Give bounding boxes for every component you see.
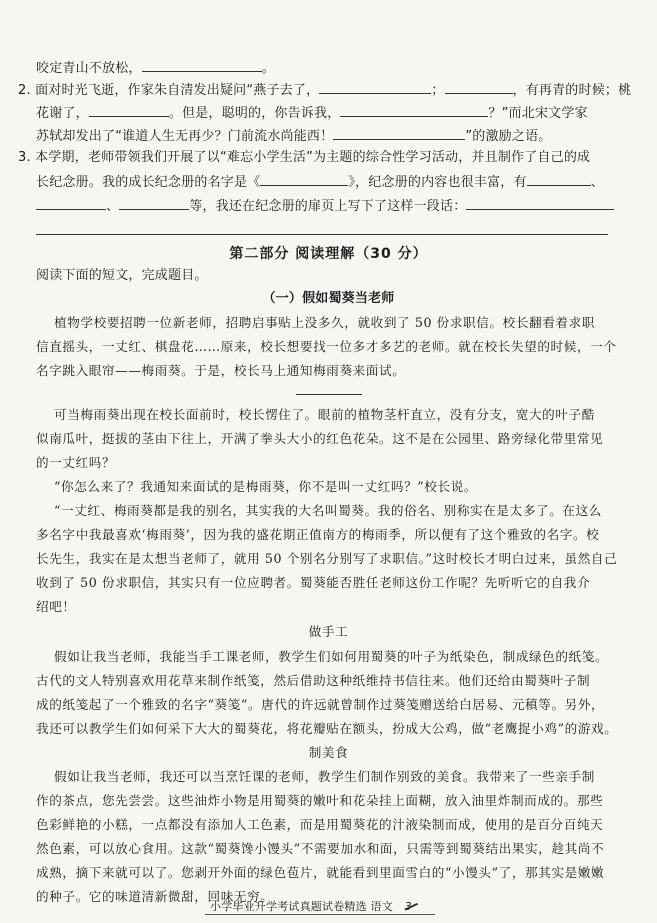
question-number: 3. <box>18 150 31 165</box>
q3-line-2: 长纪念册。我的成长纪念册的名字是《 》，纪念册的内容也很丰富，有 、 <box>36 175 604 190</box>
answer-blank[interactable] <box>260 174 348 186</box>
answer-blank[interactable] <box>445 82 513 94</box>
paragraph-line: 假如让我当老师，我能当手工课老师，教学生们如何用蜀葵的叶子为纸染色，制成绿色的纸笺。 <box>54 649 609 664</box>
instruction: 阅读下面的短文，完成题目。 <box>36 268 208 283</box>
answer-blank[interactable] <box>142 60 262 72</box>
answer-line[interactable] <box>36 234 608 235</box>
paragraph-line: 成的纸笺起了一个雅致的名字“葵笺”。唐代的许远就曾制作过葵笺赠送给白居易、元稹等。另外， <box>36 697 605 712</box>
paragraph-line: 然色素，可以放心食用。这款“蜀葵馋小馒头”不需要加水和面，只需等到蜀葵结出果实，趁其尚不 <box>36 841 605 856</box>
paragraph-line: 名字跳入眼帘——梅雨葵。于是，校长马上通知梅雨葵来面试。 <box>36 363 406 378</box>
answer-blank[interactable] <box>319 82 431 94</box>
q2-line-1: 2. 面对时光飞逝，作家朱自清发出疑问“燕子去了， ； ，有再青的时候；桃 <box>18 83 632 98</box>
answer-blank[interactable] <box>340 105 488 117</box>
paragraph-line: 的种子。它的味道清新微甜，回味无穷。 <box>36 889 274 904</box>
answer-blank[interactable] <box>119 198 189 210</box>
paragraph-line: 长先生，我实在是太想当老师了，就用 50 个别名分别写了求职信。”这时校长才明白过来，虽然自己 <box>36 551 618 566</box>
paragraph-line: 收到了 50 份求职信，其实只有一位应聘者。蜀葵能否胜任老师这份工作呢？先听听它的自我介 <box>36 575 591 590</box>
paragraph-line: 作的茶点，您先尝尝。这些油炸小物是用蜀葵的嫩叶和花朵挂上面糊，放入油里炸制而成的。那些 <box>36 793 604 808</box>
divider <box>296 394 362 395</box>
paragraph-line: 绍吧！ <box>36 599 76 614</box>
paragraph-line: 色彩鲜艳的小糕，一点都没有添加人工色素，而是用蜀葵花的汁液染制而成，使用的是百分百纯天 <box>36 817 604 832</box>
subheading: 做手工 <box>308 624 349 639</box>
paragraph-line: “一丈红、梅雨葵都是我的别名，其实我的大名叫蜀葵。我的俗名、别称实在是太多了。在这么 <box>54 503 602 518</box>
paragraph-line: “你怎么来了？我通知来面试的是梅雨葵，你不是叫一丈红吗？”校长说。 <box>54 479 478 494</box>
paragraph-line: 似南瓜叶，挺拔的茎由下往上，开满了拳头大小的红色花朵。这不是在公园里、路旁绿化带里常见 <box>36 431 604 446</box>
q1-line: 咬定青山不放松， 。 <box>36 61 275 76</box>
page-number: 3 <box>404 900 412 913</box>
footer-rule <box>205 914 435 915</box>
paragraph-line: 信直摇头，一丈红、棋盘花……原来，校长想要找一位多才多艺的老师。就在校长失望的时候，一个 <box>36 339 617 354</box>
answer-blank[interactable] <box>89 105 169 117</box>
paragraph-line: 假如让我当老师，我还可以当烹饪课的老师，教学生们制作别致的美食。我带来了一些亲手制 <box>54 769 595 784</box>
q3-line-1: 3. 本学期，老师带领我们开展了以“难忘小学生活”为主题的综合性学习活动，并且制作了自己的成 <box>18 150 591 165</box>
paragraph-line: 古代的文人特别喜欢用花草来制作纸笺，然后借助这种纸维持书信往来。他们还给由蜀葵叶子制 <box>36 673 591 688</box>
q2-line-3: 苏轼却发出了“谁道人生无再少？门前流水尚能西！ ”的激励之语。 <box>36 129 552 144</box>
question-number: 2. <box>18 83 31 98</box>
paragraph-line: 我还可以教学生们如何采下大大的蜀葵花，将花瓣贴在额头，扮成大公鸡，做“老鹰捉小鸡”的游戏。 <box>36 721 618 736</box>
page-footer <box>210 900 412 913</box>
paragraph-line: 可当梅雨葵出现在校长面前时，校长愣住了。眼前的植物茎杆直立，没有分支，宽大的叶子酷 <box>54 407 595 422</box>
q3-line-3: 、 等，我还在纪念册的扉页上写下了这样一段话： <box>36 198 614 215</box>
subheading: 制美食 <box>308 745 349 760</box>
paragraph-line: 多名字中我最喜欢‘梅雨葵’，因为我的盛花期正值南方的梅雨季，所以便有了这个雅致的名字。校 <box>36 527 600 542</box>
passage-title: （一）假如蜀葵当老师 <box>262 291 395 306</box>
answer-blank[interactable] <box>36 198 106 210</box>
footer-title: 小学毕业升学考试真题试卷精选 语文 <box>210 900 393 913</box>
q2-line-2: 花谢了， 。但是，聪明的，你告诉我， ？”而北宋文学家 <box>36 106 588 121</box>
paragraph-line: 成熟，摘下来就可以了。您剥开外面的绿色苞片，就能看到里面雪白的“小馒头”了，那其实是嫩嫩 <box>36 865 605 880</box>
answer-blank[interactable] <box>333 128 465 140</box>
paragraph-line: 的一丈红吗？ <box>36 455 116 470</box>
section-title: 第二部分 阅读理解（30 分） <box>229 246 428 262</box>
answer-blank[interactable] <box>466 198 614 210</box>
paragraph-line: 植物学校要招聘一位新老师，招聘启事贴上没多久，就收到了 50 份求职信。校长翻看着求职 <box>54 315 595 330</box>
answer-blank[interactable] <box>527 174 591 186</box>
